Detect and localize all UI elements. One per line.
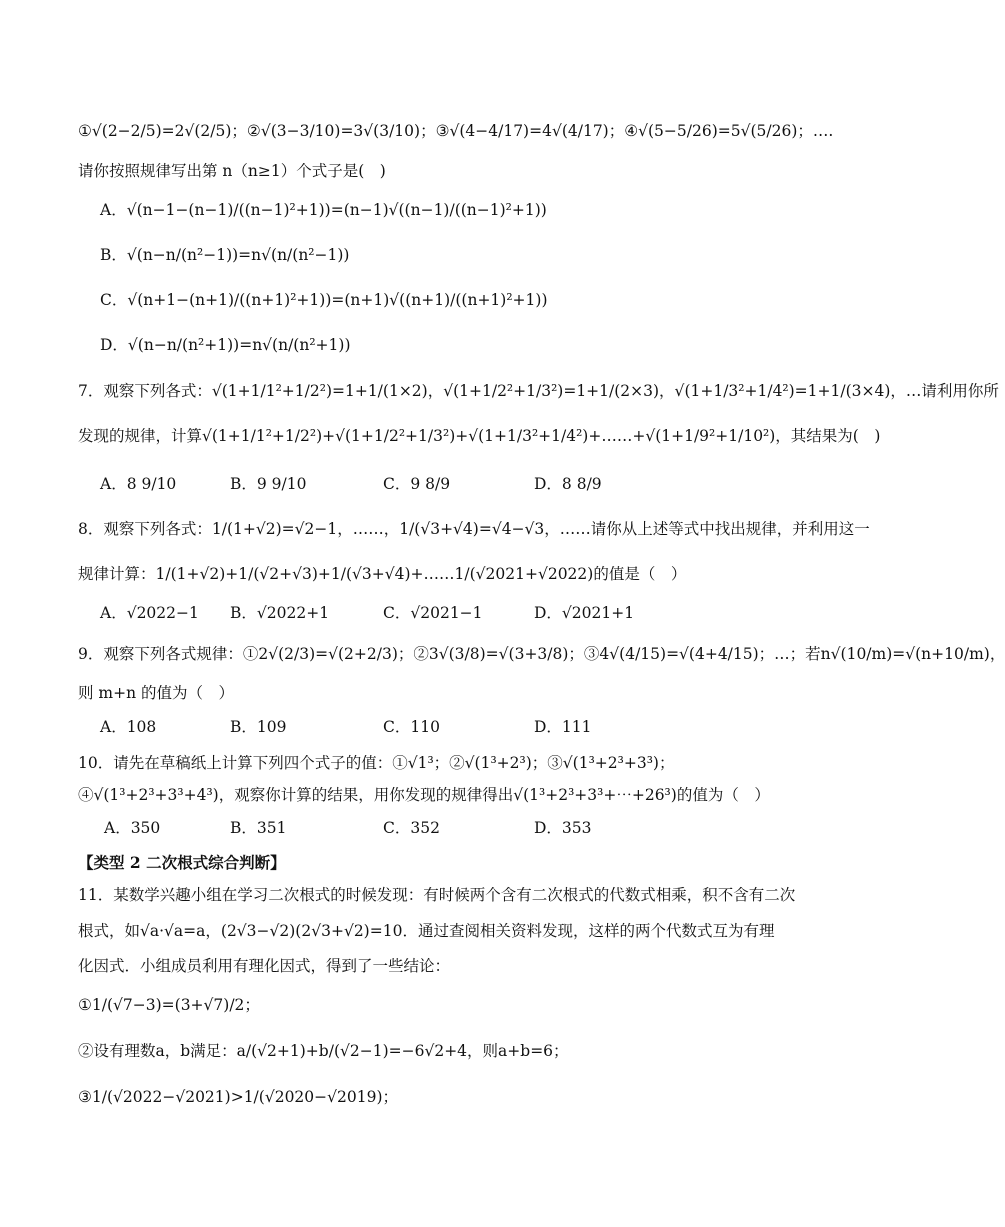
q6-option-b: B．√(n−n/(n²−1))=n√(n/(n²−1)) [100,246,350,264]
q8-option-a: A．√2022−1 [100,604,199,622]
q6-sequence: ①√(2−2/5)=2√(2/5)；②√(3−3/10)=3√(3/10)；③√(4−4/17)=4√(4/17)；④√(5−5/26)=5√(5/26)；…. [78,122,834,140]
q10-option-b: B．351 [230,819,287,837]
q11-conclusion-2: ②设有理数a，b满足：a/(√2+1)+b/(√2−1)=−6√2+4，则a+b=6； [78,1042,569,1060]
q7-option-a: A．8 9/10 [100,475,177,493]
q7-option-c: C．9 8/9 [383,475,451,493]
q8-option-c: C．√2021−1 [383,604,483,622]
q6-prompt: 请你按照规律写出第 n（n≥1）个式子是( ) [78,162,386,180]
q11-stem-line2: 根式，如√a·√a=a，(2√3−√2)(2√3+√2)=10．通过查阅相关资料发现，这样的两个代数式互为有理 [78,922,775,940]
q11-stem-line3: 化因式．小组成员利用有理化因式，得到了一些结论： [78,957,451,975]
q7-option-d: D．8 8/9 [534,475,602,493]
q10-stem-line1: 10．请先在草稿纸上计算下列四个式子的值：①√1³；②√(1³+2³)；③√(1³+2³+3³)； [78,754,675,772]
q10-option-a: A．350 [104,819,161,837]
q6-option-d: D．√(n−n/(n²+1))=n√(n/(n²+1)) [100,336,351,354]
q11-stem-line1: 11．某数学兴趣小组在学习二次根式的时候发现：有时候两个含有二次根式的代数式相乘，积不含有二次 [78,886,796,904]
q6-option-c: C．√(n+1−(n+1)/((n+1)²+1))=(n+1)√((n+1)/((n+1)²+1)) [100,291,548,309]
q9-stem-line2: 则 m+n 的值为（ ） [78,684,235,702]
q10-option-d: D．353 [534,819,592,837]
q7-option-b: B．9 9/10 [230,475,307,493]
q11-conclusion-3: ③1/(√2022−√2021)>1/(√2020−√2019)； [78,1088,399,1106]
q11-conclusion-1: ①1/(√7−3)=(3+√7)/2； [78,996,260,1014]
q9-option-b: B．109 [230,718,287,736]
q7-stem-line2: 发现的规律，计算√(1+1/1²+1/2²)+√(1+1/2²+1/3²)+√(1+1/3²+1/4²)+……+√(1+1/9²+1/10²)，其结果为( ) [78,427,881,445]
q8-option-d: D．√2021+1 [534,604,635,622]
q10-stem-line2: ④√(1³+2³+3³+4³)，观察你计算的结果，用你发现的规律得出√(1³+2³+3³+⋯+26³)的值为（ ） [78,786,770,804]
q8-option-b: B．√2022+1 [230,604,330,622]
q9-option-c: C．110 [383,718,440,736]
q8-stem-line1: 8．观察下列各式：1/(1+√2)=√2−1，……，1/(√3+√4)=√4−√3，……请你从上述等式中找出规律，并利用这一 [78,520,870,538]
q9-option-a: A．108 [100,718,157,736]
q6-option-a: A．√(n−1−(n−1)/((n−1)²+1))=(n−1)√((n−1)/((n−1)²+1)) [100,201,547,219]
q9-stem-line1: 9．观察下列各式规律：①2√(2/3)=√(2+2/3)；②3√(3/8)=√(3+3/8)；③4√(4/15)=√(4+4/15)；…；若n√(10/m)=√(n+10/m)， [78,645,1005,663]
q10-option-c: C．352 [383,819,440,837]
section-heading: 【类型 2 二次根式综合判断】 [78,853,286,872]
q9-option-d: D．111 [534,718,592,736]
q8-stem-line2: 规律计算：1/(1+√2)+1/(√2+√3)+1/(√3+√4)+……1/(√2021+√2022)的值是（ ） [78,565,687,583]
q7-stem-line1: 7．观察下列各式：√(1+1/1²+1/2²)=1+1/(1×2)，√(1+1/2²+1/3²)=1+1/(2×3)，√(1+1/3²+1/4²)=1+1/(3×4)，…请利用你所 [78,382,999,400]
